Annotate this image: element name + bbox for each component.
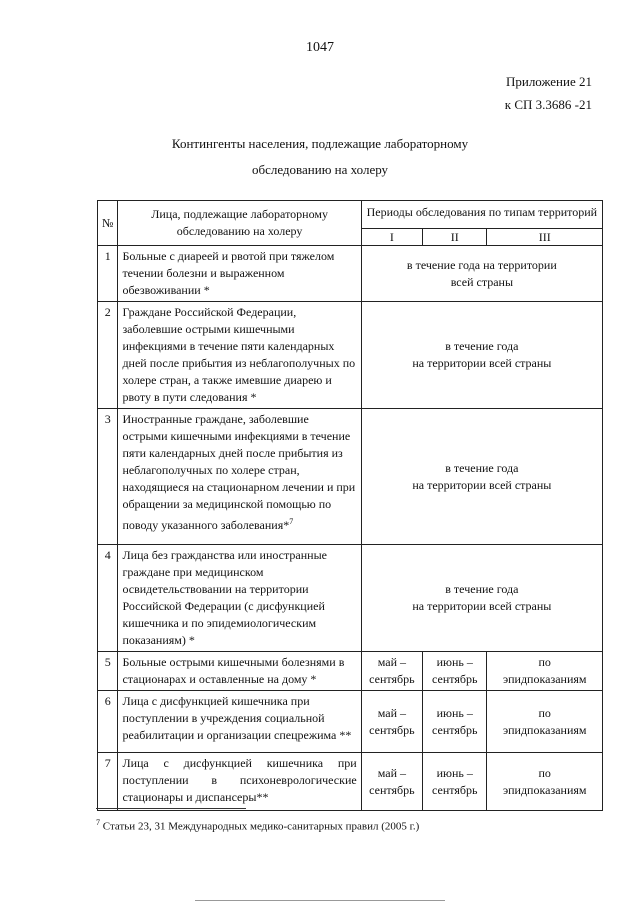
row-period-all: [361, 246, 602, 302]
period-line-1: июнь –: [436, 705, 473, 720]
period-line-1: в течение года на территории: [406, 257, 557, 272]
page-number: 1047: [306, 40, 334, 55]
footnote-number: 7: [96, 818, 100, 827]
row-period-all: [361, 409, 602, 545]
table-header-row: [98, 201, 603, 229]
table-row: [98, 246, 603, 302]
row-number: 3: [98, 409, 118, 545]
row-description: Лица с дисфункцией кишечника при поступлении в учреждения социальной реабилитации и организации спецрежима **: [118, 691, 361, 753]
period-line-2: сентябрь: [432, 722, 478, 737]
period-line-1: июнь –: [436, 765, 473, 780]
page-bottom-divider: [195, 900, 445, 901]
period-line-1: май –: [377, 655, 407, 669]
row-description: [118, 409, 361, 545]
table-row: [98, 691, 603, 753]
row-description: Лица с дисфункцией кишечника при поступлении в психоневрологические стационары и диспансеры**: [118, 753, 361, 811]
header-number: №: [98, 201, 118, 246]
appendix-line-2: к СП 3.3686 -21: [504, 97, 592, 112]
header-periods: Периоды обследования по типам территорий: [361, 201, 602, 229]
footnote-mark: 7: [289, 517, 294, 526]
header-type-1: I: [361, 229, 422, 246]
period-line-1: в течение года: [445, 339, 519, 353]
table-row: [98, 753, 603, 811]
period-line-1: май –: [377, 765, 407, 780]
row-period-type-1: [361, 652, 422, 691]
contingents-table: [97, 200, 603, 811]
period-line-1: май –: [377, 705, 407, 720]
row-number: 5: [98, 652, 118, 691]
period-line-1: по: [538, 705, 551, 720]
row-period-all: [361, 302, 602, 409]
header-type-2: II: [423, 229, 487, 246]
footnote-divider: [96, 808, 246, 809]
title-line-1: Контингенты населения, подлежащие лабораторному: [171, 136, 469, 151]
header-persons: Лица, подлежащие лабораторному обследованию на холеру: [118, 201, 361, 246]
period-line-2: на территории всей страны: [412, 477, 552, 492]
period-line-2: эпидпоказаниям: [502, 782, 587, 797]
footnote: [96, 818, 419, 833]
row-period-all: [361, 545, 602, 652]
period-line-1: по: [538, 765, 551, 780]
row-number: 7: [98, 753, 118, 811]
row-number: 4: [98, 545, 118, 652]
table-row: [98, 409, 603, 545]
row-period-type-2: [423, 691, 487, 753]
row-number: 6: [98, 691, 118, 753]
period-line-2: эпидпоказаниям: [502, 672, 587, 686]
period-line-1: в течение года: [445, 460, 519, 475]
row-period-type-2: [423, 753, 487, 811]
table-row: [98, 545, 603, 652]
row-description: Больные острыми кишечными болезнями в стационарах и оставленные на дому *: [118, 652, 361, 691]
table-row: [98, 652, 603, 691]
period-line-1: по: [538, 655, 551, 669]
footnote-text: Статьи 23, 31 Международных медико-санитарных правил (2005 г.): [100, 820, 420, 833]
title-line-2: обследованию на холеру: [251, 162, 389, 177]
period-line-2: эпидпоказаниям: [502, 722, 587, 737]
period-line-2: сентябрь: [369, 722, 415, 737]
period-line-2: на территории всей страны: [412, 599, 552, 613]
table-row: [98, 302, 603, 409]
row-period-type-3: [487, 691, 603, 753]
period-line-2: сентябрь: [432, 672, 478, 686]
row-description-text: Иностранные граждане, заболевшие острыми кишечными инфекциями в течение пяти календарных дней после прибытия из неблагополучных по холере стран, находящиеся на стационарном лечении и при обращении за медицинской помощью по поводу указанного заболевания*: [122, 412, 356, 532]
period-line-2: сентябрь: [432, 782, 478, 797]
appendix-line-1: Приложение 21: [505, 74, 592, 89]
period-line-1: в течение года: [445, 582, 519, 596]
row-number: 1: [98, 246, 118, 302]
row-number: 2: [98, 302, 118, 409]
appendix-reference: [505, 70, 592, 116]
period-line-2: сентябрь: [369, 672, 415, 686]
row-period-type-1: [361, 691, 422, 753]
row-description: Граждане Российской Федерации, заболевшие острыми кишечными инфекциями в течение пяти календарных дней после прибытия из неблагополучных по холере стран, а также имевшие диарею и рвоту в пути следования *: [118, 302, 361, 409]
row-period-type-2: [423, 652, 487, 691]
row-description: Больные с диареей и рвотой при тяжелом течении болезни и выраженном обезвоживании *: [118, 246, 361, 302]
period-line-2: всей страны: [450, 274, 514, 289]
row-description: Лица без гражданства или иностранные граждане при медицинском освидетельствовании на территории Российской Федерации (с дисфункцией кишечника и по эпидемиологическим показаниям) *: [118, 545, 361, 652]
row-period-type-3: [487, 753, 603, 811]
row-period-type-3: [487, 652, 603, 691]
document-title: [120, 131, 520, 183]
row-period-type-1: [361, 753, 422, 811]
header-type-3: III: [487, 229, 603, 246]
period-line-2: на территории всей страны: [412, 356, 552, 370]
period-line-1: июнь –: [436, 655, 473, 669]
period-line-2: сентябрь: [369, 782, 415, 797]
